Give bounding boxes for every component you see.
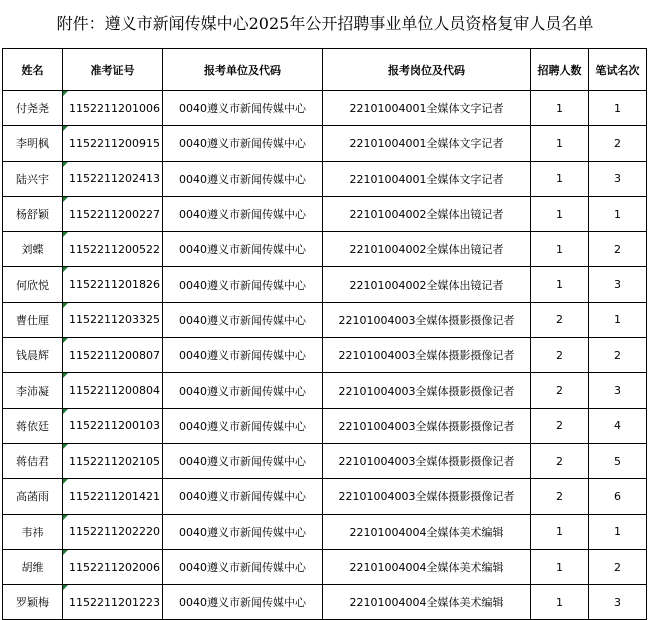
cell-quota: 2 — [531, 338, 589, 373]
cell-unit: 0040遵义市新闻传媒中心 — [163, 514, 323, 549]
cell-exam-id: 1152211201826 — [63, 267, 163, 302]
cell-position: 22101004004全媒体美术编辑 — [323, 514, 531, 549]
cell-name: 蒋佶君 — [3, 443, 63, 478]
cell-exam-id: 1152211200807 — [63, 338, 163, 373]
cell-unit: 0040遵义市新闻传媒中心 — [163, 549, 323, 584]
cell-position: 22101004001全媒体文字记者 — [323, 161, 531, 196]
header-name: 姓名 — [3, 49, 63, 91]
table-row — [3, 585, 647, 620]
cell-quota: 1 — [531, 549, 589, 584]
cell-position: 22101004004全媒体美术编辑 — [323, 549, 531, 584]
cell-exam-id: 1152211200227 — [63, 196, 163, 231]
cell-unit: 0040遵义市新闻传媒中心 — [163, 373, 323, 408]
table-header-row — [3, 49, 647, 91]
table-row — [3, 161, 647, 196]
cell-name: 刘蝶 — [3, 232, 63, 267]
table-row — [3, 408, 647, 443]
cell-exam-id: 1152211200915 — [63, 126, 163, 161]
cell-quota: 1 — [531, 585, 589, 620]
cell-rank: 1 — [589, 302, 647, 337]
cell-rank: 4 — [589, 408, 647, 443]
cell-name: 钱晨辉 — [3, 338, 63, 373]
cell-position: 22101004003全媒体摄影摄像记者 — [323, 338, 531, 373]
cell-position: 22101004003全媒体摄影摄像记者 — [323, 373, 531, 408]
cell-name: 胡维 — [3, 549, 63, 584]
cell-unit: 0040遵义市新闻传媒中心 — [163, 196, 323, 231]
cell-rank: 6 — [589, 479, 647, 514]
header-rank: 笔试名次 — [589, 49, 647, 91]
table-row — [3, 196, 647, 231]
candidate-table — [2, 48, 647, 620]
header-unit: 报考单位及代码 — [163, 49, 323, 91]
cell-unit: 0040遵义市新闻传媒中心 — [163, 479, 323, 514]
table-row — [3, 479, 647, 514]
cell-position: 22101004002全媒体出镜记者 — [323, 267, 531, 302]
table-row — [3, 232, 647, 267]
cell-quota: 1 — [531, 514, 589, 549]
cell-quota: 1 — [531, 267, 589, 302]
cell-name: 杨舒颖 — [3, 196, 63, 231]
cell-exam-id: 1152211202413 — [63, 161, 163, 196]
cell-exam-id: 1152211202105 — [63, 443, 163, 478]
cell-quota: 1 — [531, 91, 589, 126]
table-row — [3, 443, 647, 478]
cell-rank: 3 — [589, 373, 647, 408]
cell-name: 曹仕厘 — [3, 302, 63, 337]
cell-unit: 0040遵义市新闻传媒中心 — [163, 585, 323, 620]
cell-rank: 3 — [589, 161, 647, 196]
cell-quota: 1 — [531, 126, 589, 161]
cell-position: 22101004004全媒体美术编辑 — [323, 585, 531, 620]
cell-rank: 5 — [589, 443, 647, 478]
cell-quota: 2 — [531, 443, 589, 478]
header-exam-id: 准考证号 — [63, 49, 163, 91]
cell-name: 付尧尧 — [3, 91, 63, 126]
table-row — [3, 126, 647, 161]
table-row — [3, 302, 647, 337]
cell-exam-id: 1152211200103 — [63, 408, 163, 443]
cell-name: 李沛凝 — [3, 373, 63, 408]
cell-position: 22101004003全媒体摄影摄像记者 — [323, 443, 531, 478]
cell-name: 蒋依廷 — [3, 408, 63, 443]
cell-unit: 0040遵义市新闻传媒中心 — [163, 161, 323, 196]
header-position: 报考岗位及代码 — [323, 49, 531, 91]
header-quota: 招聘人数 — [531, 49, 589, 91]
cell-exam-id: 1152211200522 — [63, 232, 163, 267]
cell-exam-id: 1152211201223 — [63, 585, 163, 620]
cell-name: 高菡雨 — [3, 479, 63, 514]
cell-position: 22101004001全媒体文字记者 — [323, 91, 531, 126]
cell-unit: 0040遵义市新闻传媒中心 — [163, 338, 323, 373]
cell-exam-id: 1152211203325 — [63, 302, 163, 337]
table-row — [3, 514, 647, 549]
cell-rank: 3 — [589, 267, 647, 302]
cell-exam-id: 1152211201421 — [63, 479, 163, 514]
cell-rank: 1 — [589, 514, 647, 549]
cell-rank: 3 — [589, 585, 647, 620]
cell-quota: 2 — [531, 373, 589, 408]
cell-unit: 0040遵义市新闻传媒中心 — [163, 232, 323, 267]
cell-unit: 0040遵义市新闻传媒中心 — [163, 408, 323, 443]
cell-unit: 0040遵义市新闻传媒中心 — [163, 91, 323, 126]
cell-name: 李明枫 — [3, 126, 63, 161]
cell-name: 何欣悦 — [3, 267, 63, 302]
cell-rank: 2 — [589, 338, 647, 373]
cell-position: 22101004003全媒体摄影摄像记者 — [323, 408, 531, 443]
cell-rank: 1 — [589, 196, 647, 231]
cell-rank: 2 — [589, 126, 647, 161]
table-row — [3, 267, 647, 302]
cell-name: 韦祎 — [3, 514, 63, 549]
cell-unit: 0040遵义市新闻传媒中心 — [163, 443, 323, 478]
cell-exam-id: 1152211200804 — [63, 373, 163, 408]
cell-unit: 0040遵义市新闻传媒中心 — [163, 267, 323, 302]
cell-position: 22101004003全媒体摄影摄像记者 — [323, 302, 531, 337]
cell-position: 22101004002全媒体出镜记者 — [323, 232, 531, 267]
table-row — [3, 373, 647, 408]
cell-rank: 1 — [589, 91, 647, 126]
cell-position: 22101004003全媒体摄影摄像记者 — [323, 479, 531, 514]
table-row — [3, 91, 647, 126]
cell-rank: 2 — [589, 232, 647, 267]
cell-position: 22101004002全媒体出镜记者 — [323, 196, 531, 231]
cell-quota: 1 — [531, 161, 589, 196]
cell-quota: 2 — [531, 302, 589, 337]
cell-exam-id: 1152211201006 — [63, 91, 163, 126]
cell-quota: 2 — [531, 408, 589, 443]
cell-quota: 1 — [531, 232, 589, 267]
cell-quota: 1 — [531, 196, 589, 231]
cell-unit: 0040遵义市新闻传媒中心 — [163, 302, 323, 337]
cell-rank: 2 — [589, 549, 647, 584]
cell-position: 22101004001全媒体文字记者 — [323, 126, 531, 161]
table-row — [3, 549, 647, 584]
cell-exam-id: 1152211202220 — [63, 514, 163, 549]
table-body — [3, 91, 647, 620]
cell-unit: 0040遵义市新闻传媒中心 — [163, 126, 323, 161]
cell-name: 陆兴宇 — [3, 161, 63, 196]
cell-name: 罗颖梅 — [3, 585, 63, 620]
table-row — [3, 338, 647, 373]
cell-quota: 2 — [531, 479, 589, 514]
cell-exam-id: 1152211202006 — [63, 549, 163, 584]
page-title: 附件：遵义市新闻传媒中心2025年公开招聘事业单位人员资格复审人员名单 — [56, 14, 594, 33]
